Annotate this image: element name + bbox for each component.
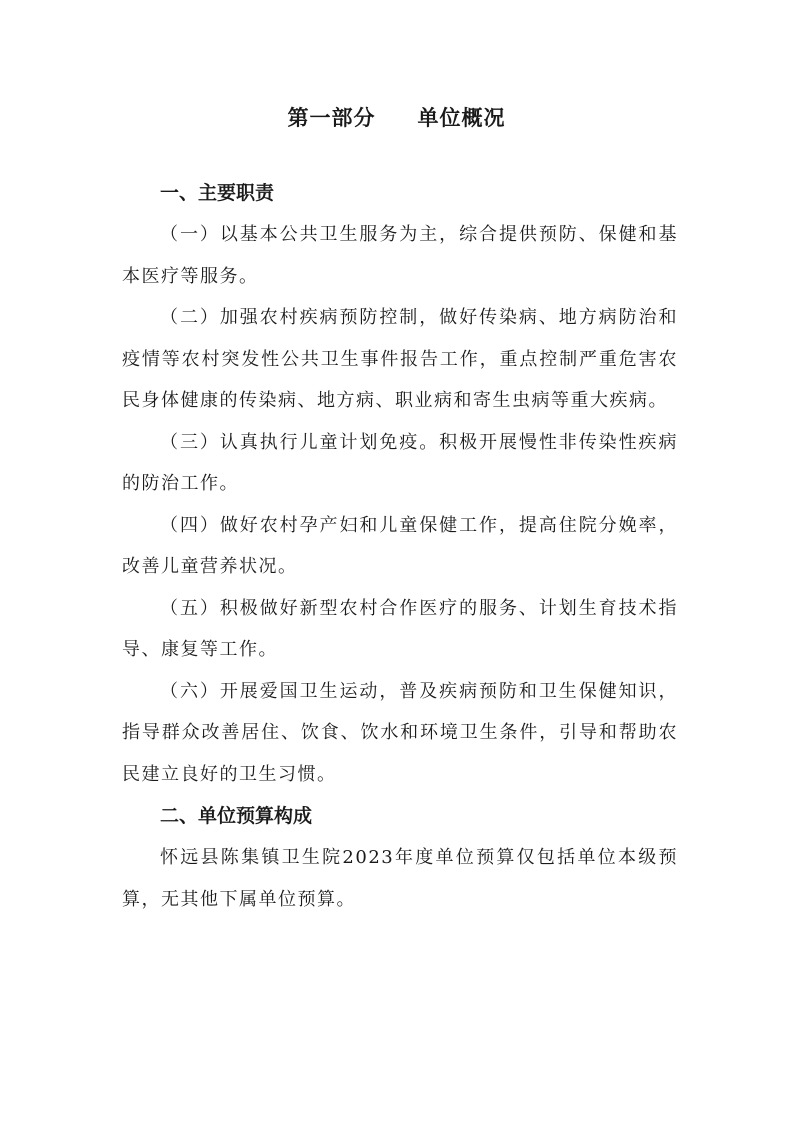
paragraph-duty-2: （二）加强农村疾病预防控制，做好传染病、地方病防治和疫情等农村突发性公共卫生事件报告工作，重点控制严重危害农民身体健康的传染病、地方病、职业病和寄生虫病等重大疾病。 <box>122 307 678 411</box>
paragraph-budget: 怀远县陈集镇卫生院2023年度单位预算仅包括单位本级预算，无其他下属单位预算。 <box>122 847 678 910</box>
title-name: 单位概况 <box>417 106 506 130</box>
paragraph-duty-3: （三）认真执行儿童计划免疫。积极开展慢性非传染性疾病的防治工作。 <box>122 431 678 494</box>
paragraph-duty-5: （五）积极做好新型农村合作医疗的服务、计划生育技术指导、康复等工作。 <box>122 597 678 660</box>
paragraph-duty-6: （六）开展爱国卫生运动，普及疾病预防和卫生保健知识，指导群众改善居住、饮食、饮水和环境卫生条件，引导和帮助农民建立良好的卫生习惯。 <box>122 680 678 785</box>
title-part: 第一部分 <box>287 106 376 130</box>
page-title <box>0 102 793 132</box>
paragraph-duty-1: （一）以基本公共卫生服务为主，综合提供预防、保健和基本医疗等服务。 <box>122 224 678 287</box>
paragraph-duty-4: （四）做好农村孕产妇和儿童保健工作，提高住院分娩率，改善儿童营养状况。 <box>122 514 678 577</box>
section-heading-budget: 二、单位预算构成 <box>160 805 313 827</box>
document-body <box>122 172 678 920</box>
section-heading-duties: 一、主要职责 <box>160 182 275 204</box>
